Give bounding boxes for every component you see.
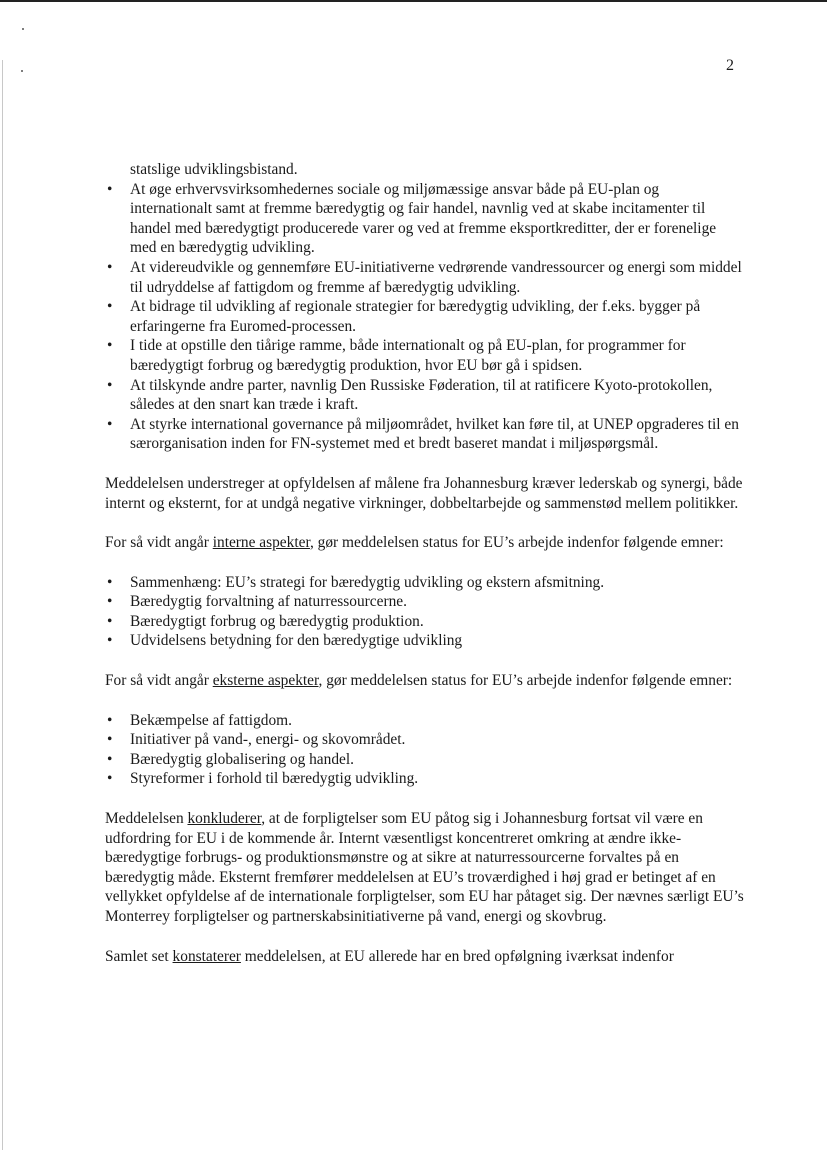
- bullet-icon: •: [107, 612, 113, 630]
- bullet-icon: •: [107, 258, 113, 276]
- list-item: • Bæredygtigt forbrug og bæredygtig produktion.: [107, 612, 424, 630]
- synergy-paragraph: Meddelelsen understreger at opfyldelsen af målene fra Johannesburg kræver lederskab og synergi, både internt og eksternt, for at undgå negative virkninger, dobbeltarbejde og sammenstød mellem politikker.: [105, 474, 743, 512]
- bullet-icon: •: [107, 573, 113, 591]
- conclusion-paragraph: Meddelelsen konkluderer, at de forpligtelser som EU påtog sig i Johannesburg fortsat vil være en udfordring for EU i de kommende år. Internt væsentligst koncentreret omkring at ændre ikke-bæredygtige forbrugs- og produktionsmønstre og at sikre at naturressourcerne forvaltes på en bæredygtig måde. Eksternt fremfører meddelelsen at EU’s troværdighed i høj grad er betinget af en vellykket opfyldelse af de internationale forpligtelser, som EU har påtaget sig. Der nævnes særligt EU’s Monterrey forpligtelser og partnerskabsinitiativerne på vand, energi og skovbrug.: [105, 810, 744, 925]
- internal-aspects-list: [105, 573, 745, 651]
- list-item: • At øge erhvervsvirksomhedernes sociale og miljømæssige ansvar både på EU-plan og internationalt samt at fremme bæredygtig og fair handel, navnlig ved at skabe incitamenter til handel med bæredygtigt producerede varer og ved at fremme eksportkreditter, der er forenelige med en bæredygtig udvikling.: [107, 180, 717, 257]
- scan-edge-line: [2, 60, 3, 1150]
- underlined-term: eksterne aspekter: [212, 672, 319, 690]
- list-item: • At styrke international governance på miljøområdet, hvilket kan føre til, at UNEP opgraderes til en særorganisation inden for FN-systemet med et bredt baseret mandat i miljøspørgsmål.: [107, 415, 739, 453]
- list-item: • Bæredygtig globalisering og handel.: [107, 750, 354, 768]
- external-aspects-list: [105, 711, 745, 789]
- underlined-term: konkluderer: [187, 810, 262, 828]
- list-item: • Bekæmpelse af fattigdom.: [107, 711, 292, 729]
- bullet-icon: •: [107, 415, 113, 433]
- list-item: • At videreudvikle og gennemføre EU-initiativerne vedrørende vandressourcer og energi som middel til udryddelse af fattigdom og fremme af bæredygtig udvikling.: [107, 258, 742, 296]
- list-item: • I tide at opstille den tiårige ramme, både internationalt og på EU-plan, for programmer for bæredygtigt forbrug og bæredygtig produktion, hvor EU bør gå i spidsen.: [107, 337, 686, 374]
- bullet-icon: •: [107, 298, 113, 316]
- bullet-icon: •: [107, 711, 113, 729]
- list-item: • Udvidelsens betydning for den bæredygtige udvikling: [107, 632, 463, 650]
- external-aspects-intro: For så vidt angår eksterne aspekter, gør meddelelsen status for EU’s arbejde indenfor følgende emner:: [105, 672, 733, 690]
- underlined-term: interne aspekter: [212, 534, 310, 552]
- top-border-rule: [0, 0, 827, 2]
- page-number: 2: [726, 57, 734, 74]
- list-item: • At bidrage til udvikling af regionale strategier for bæredygtig udvikling, der f.eks. bygger på erfaringerne fra Euromed-processen.: [107, 298, 701, 335]
- list-item: • Bæredygtig forvaltning af naturressourcerne.: [107, 593, 407, 611]
- list-item: • At tilskynde andre parter, navnlig Den Russiske Føderation, til at ratificere Kyoto-protokollen, således at den snart kan træde i kraft.: [107, 376, 713, 414]
- bullet-icon: •: [107, 376, 113, 394]
- scan-speck: [21, 70, 23, 72]
- objectives-list: [105, 180, 745, 454]
- final-paragraph: Samlet set konstaterer meddelelsen, at EU allerede har en bred opfølgning iværksat indenfor: [105, 947, 674, 965]
- bullet-icon: •: [107, 770, 113, 788]
- scan-speck: [22, 28, 24, 30]
- bullet-icon: •: [107, 337, 113, 355]
- list-item: • Sammenhæng: EU’s strategi for bæredygtig udvikling og ekstern afsmitning.: [107, 573, 605, 591]
- bullet-icon: •: [107, 632, 113, 650]
- bullet-icon: •: [107, 180, 113, 198]
- continued-text: statslige udviklingsbistand.: [130, 161, 298, 178]
- underlined-term: konstaterer: [172, 947, 241, 965]
- bullet-icon: •: [107, 731, 113, 749]
- bullet-icon: •: [107, 750, 113, 768]
- list-item: • Styreformer i forhold til bæredygtig udvikling.: [107, 770, 419, 788]
- list-item: • Initiativer på vand-, energi- og skovområdet.: [107, 731, 406, 749]
- bullet-icon: •: [107, 593, 113, 611]
- document-body: [105, 160, 745, 966]
- internal-aspects-intro: For så vidt angår interne aspekter, gør meddelelsen status for EU’s arbejde indenfor følgende emner:: [105, 534, 724, 552]
